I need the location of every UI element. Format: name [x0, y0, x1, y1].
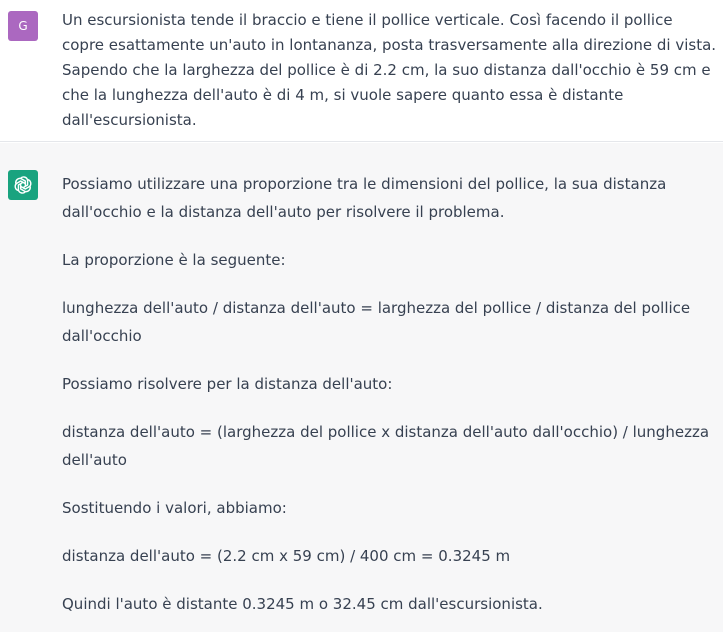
- user-message-text: Un escursionista tende il braccio e tiene il pollice verticale. Così facendo il pollice copre esattamente un'auto in lontananza, posta trasversamente alla direzione di vista. Sapendo che la larghezza del pollice è di 2.2 cm, la suo distanza dall'occhio è 59 cm e che la lunghezza dell'auto è di 4 m, si vuole sapere quanto essa è distante dall'escursionista.: [62, 11, 717, 129]
- assistant-avatar: [8, 170, 38, 200]
- assistant-paragraph: lunghezza dell'auto / distanza dell'auto = larghezza del pollice / distanza del pollice dall'occhio: [62, 299, 691, 345]
- user-message: [0, 0, 723, 142]
- assistant-paragraph: Possiamo risolvere per la distanza dell'auto:: [62, 375, 393, 393]
- assistant-paragraph: Quindi l'auto è distante 0.3245 m o 32.45 cm dall'escursionista.: [62, 595, 543, 613]
- assistant-message-body: [62, 170, 714, 638]
- assistant-paragraph: distanza dell'auto = (larghezza del pollice x distanza dell'auto dall'occhio) / lunghezza dell'auto: [62, 423, 710, 469]
- assistant-paragraph: distanza dell'auto = (2.2 cm x 59 cm) / 400 cm = 0.3245 m: [62, 547, 511, 565]
- assistant-message: [0, 143, 723, 632]
- openai-logo-icon: [12, 174, 34, 196]
- assistant-paragraph: Possiamo utilizzare una proporzione tra le dimensioni del pollice, la sua distanza dall'occhio e la distanza dell'auto per risolvere il problema.: [62, 175, 667, 221]
- user-avatar: G: [8, 11, 38, 41]
- assistant-paragraph: Sostituendo i valori, abbiamo:: [62, 499, 287, 517]
- assistant-paragraph: La proporzione è la seguente:: [62, 251, 286, 269]
